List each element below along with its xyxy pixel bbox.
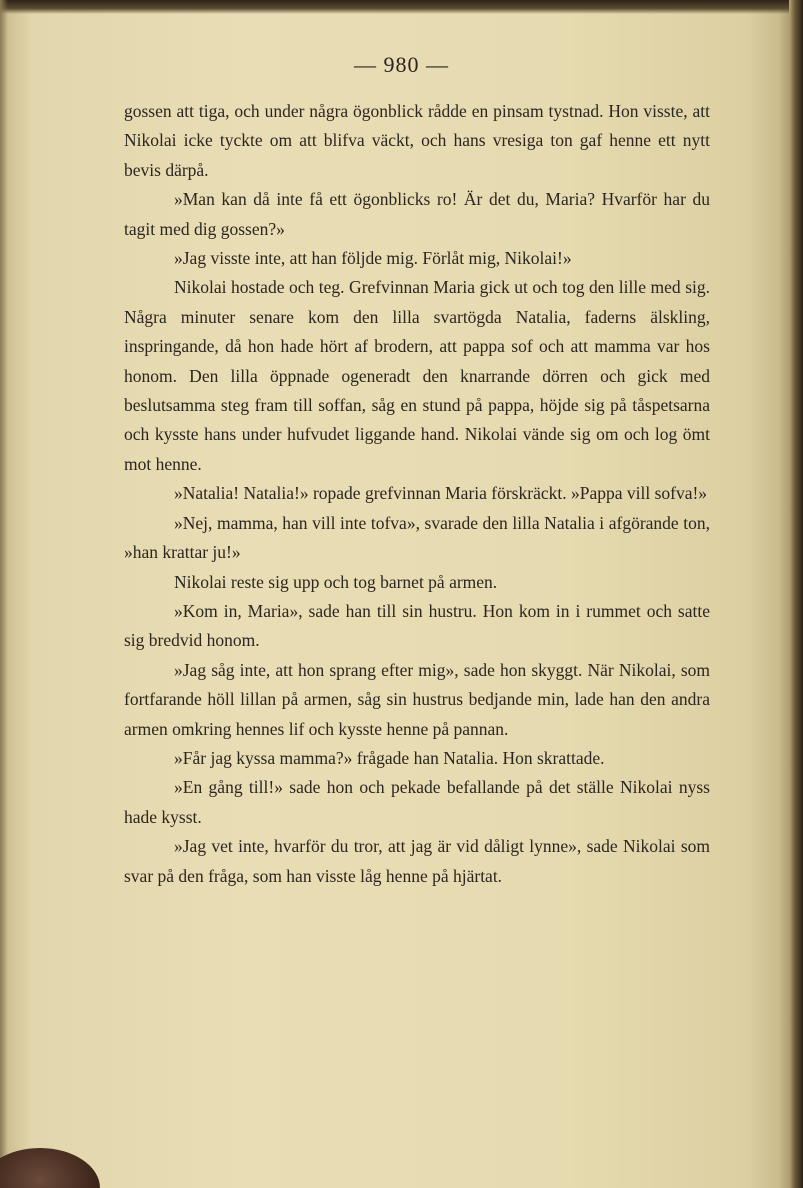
paragraph: »Jag vet inte, hvarför du tror, att jag är vid dåligt lynne», sade Nikolai som svar på den fråga, som han visste låg henne på hjärtat. bbox=[124, 836, 710, 886]
paragraph: »Jag visste inte, att han följde mig. Förlåt mig, Nikolai!» bbox=[174, 248, 572, 269]
thumb-shadow bbox=[0, 1148, 100, 1188]
page-edge-right bbox=[789, 0, 803, 1188]
paragraph: »Jag såg inte, att hon sprang efter mig», sade hon skyggt. När Nikolai, som fortfarande höll lillan på armen, såg sin hustrus bedjande min, lade han den andra armen omkring hennes lif och kysste henne på pannan. bbox=[124, 659, 710, 739]
page-left-shadow bbox=[0, 0, 8, 1188]
page-number: — 980 — bbox=[354, 52, 449, 77]
paragraph: »En gång till!» sade hon och pekade befallande på det ställe Nikolai nyss hade kysst. bbox=[124, 777, 710, 827]
paragraph: »Nej, mamma, han vill inte tofva», svarade den lilla Natalia i afgörande ton, »han krattar ju!» bbox=[124, 512, 710, 563]
paragraph: »Får jag kyssa mamma?» frågade han Natalia. Hon skrattade. bbox=[174, 747, 605, 768]
paragraph: Nikolai reste sig upp och tog barnet på armen. bbox=[174, 571, 498, 592]
paragraph: gossen att tiga, och under några ögonblick rådde en pinsam tystnad. Hon visste, att Nikolai icke tyckte om att blifva väckt, och hans vresiga ton gaf henne ett nytt bevis därpå. bbox=[124, 101, 710, 180]
body-text bbox=[124, 97, 710, 891]
paragraph: »Natalia! Natalia!» ropade grefvinnan Maria förskräckt. »Pappa vill sofva!» bbox=[174, 483, 708, 504]
paragraph: »Kom in, Maria», sade han till sin hustru. Hon kom in i rummet och satte sig bredvid honom. bbox=[124, 600, 710, 651]
paragraph: Nikolai hostade och teg. Grefvinnan Maria gick ut och tog den lille med sig. Några minuter senare kom den lilla svartögda Natalia, faderns älskling, inspringande, då hon hade hört af brodern, att pappa sof och att mamma var hos honom. Den lilla öppnade ogeneradt den knarrande dörren och gick med beslutsamma steg fram till soffan, såg en stund på pappa, höjde sig på tåspetsarna och kysste hans under hufvudet liggande hand. Nikolai vände sig om och log ömt mot henne. bbox=[124, 277, 710, 474]
paragraph: »Man kan då inte få ett ögonblicks ro! Är det du, Maria? Hvarför har du tagit med dig gossen?» bbox=[124, 189, 710, 239]
